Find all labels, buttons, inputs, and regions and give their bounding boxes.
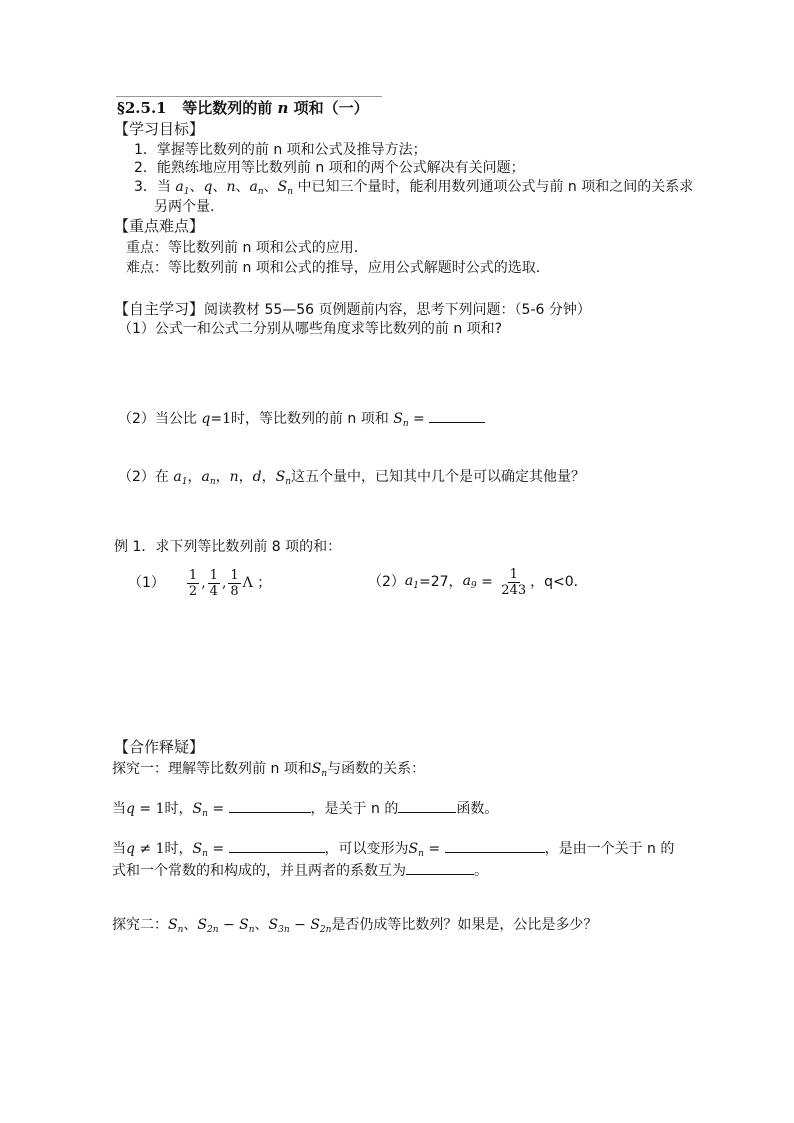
question-3-lead: （2）在 [118,469,169,485]
question-2-body: 时，等比数列的前 n 项和 [230,411,389,427]
explore-1: 探究一：理解等比数列前 n 项和$S_n$与函数的关系： [112,761,426,779]
question-1: （1）公式一和公式二分别从哪些角度求等比数列的前 n 项和? [118,321,503,337]
title-text-b: 项和（一） [293,99,369,117]
fraction-quarter: $\frac{1}{4}$ [209,567,218,599]
line-2-d: ，是由一个关于 n 的 [544,841,675,857]
goal-3-body: 中已知三个量时，能利用数列通项公式与前 n 项和之间的关系求 [297,179,694,195]
blank-sn-q1[interactable] [229,798,311,813]
key-points-heading: 【重点难点】 [114,217,205,235]
line-2-c: ，可以变形为 [324,841,409,857]
goals-heading: 【学习目标】 [114,120,205,138]
page-title [117,99,369,117]
line-3-a: 式和一个常数的和构成的，并且两者的系数互为 [112,863,406,879]
line-2-b: 时， [164,841,193,857]
line-1-a: 当 [112,801,126,817]
fraction-1-over-243 [499,567,528,598]
difficult-point: 难点：等比数列前 n 项和公式的推导，应用公式解题时公式的选取． [126,260,550,276]
fraction-eighth: $\frac{1}{8}$ [230,567,239,599]
header-rule [116,96,382,97]
blank-coefficient[interactable] [406,860,474,875]
line-2-a: 当 [112,841,126,857]
explore-1-lead: 探究一：理解等比数列前 n 项和 [112,761,312,777]
goal-1: 1．掌握等比数列的前 n 项和公式及推导方法； [134,142,427,158]
question-2: （2）当公比 q=1时，等比数列的前 n 项和 $S_n$ = [118,408,485,430]
example-1-heading: 例 1．求下列等比数列前 8 项的和： [114,539,342,555]
self-study-intro: 阅读教材 55—56 页例题前内容，思考下列问题：（5-6 分钟） [204,302,591,318]
part-2-label: （2） [368,574,405,590]
ellipsis-glyph: Λ [242,575,253,591]
goal-3-lead: 3．当 [134,179,171,195]
fraction-half: $\frac{1}{2}$ [188,567,198,599]
key-point: 重点：等比数列前 n 项和公式的应用． [126,240,368,256]
question-2-lead: （2）当公比 [118,411,197,427]
line-1-c: ，是关于 n 的 [310,801,399,817]
blank-sn-transformed[interactable] [445,838,545,853]
goal-3-cont: 另两个量． [154,199,224,215]
part-2-a1-value: =27， [419,574,463,590]
fraction-243-numerator: 1 [509,566,518,582]
part-2-tail: ，q<0． [530,574,588,590]
answer-blank[interactable] [429,408,485,423]
title-n: n [277,99,289,117]
section-number: §2.5.1 [117,99,167,117]
self-study-heading: 【自主学习】 [114,300,205,318]
explore-2-lead: 探究二： [112,917,168,933]
blank-sn-formula[interactable] [229,838,325,853]
explore-1-line-1: 当q = 1时，$S_n$ = ，是关于 n 的 函数。 [112,798,498,820]
explore-1-tail: 与函数的关系： [327,761,426,777]
explore-2: 探究二：$S_n$、$S_{2n} - S_n$、$S_{3n} - S_{2n}$是否仍成等比数列？如果是，公比是多少？ [112,917,598,935]
title-text-a: 等比数列的前 [182,99,273,117]
explore-1-line-2: 当q ≠ 1时，$S_n$ = ，可以变形为$S_n$ = ，是由一个关于 n 的 [112,838,674,860]
explore-1-line-3 [112,860,488,880]
part-1-label: （1） [128,575,165,591]
question-3: （2）在 $a_1$，$a_n$，n，d，$S_n$这五个量中，已知其中几个是可以确定其他量？ [118,469,586,487]
question-3-body: 这五个量中，已知其中几个是可以确定其他量？ [291,469,586,485]
goal-2: 2．能熟练地应用等比数列前 n 项和的两个公式解决有关问题； [134,160,525,176]
goal-3: 3．当 $a_1$、q、n、$a_n$、$S_n$ 中已知三个量时，能利用数列通项公式与前 n 项和之间的关系求 [134,179,694,197]
fraction-243-denominator: 243 [501,582,527,598]
explore-2-tail: 是否仍成等比数列？如果是，公比是多少？ [331,917,598,933]
example-1-part-2: （2） $a_1$ =27， $a_9$ = $\frac{1}{243}$ ，q<0． [368,566,588,598]
coop-heading: 【合作释疑】 [114,738,205,756]
line-1-b: 时， [164,801,193,817]
line-3-b: 。 [474,863,488,879]
line-1-d: 函数。 [456,801,499,817]
example-1-part-1: （1） $\frac{1}{2}$ , $\frac{1}{4}$ , $\frac{1}{8}$ Λ ； [128,567,272,599]
blank-function-type[interactable] [398,798,456,813]
self-study-line [114,300,591,319]
